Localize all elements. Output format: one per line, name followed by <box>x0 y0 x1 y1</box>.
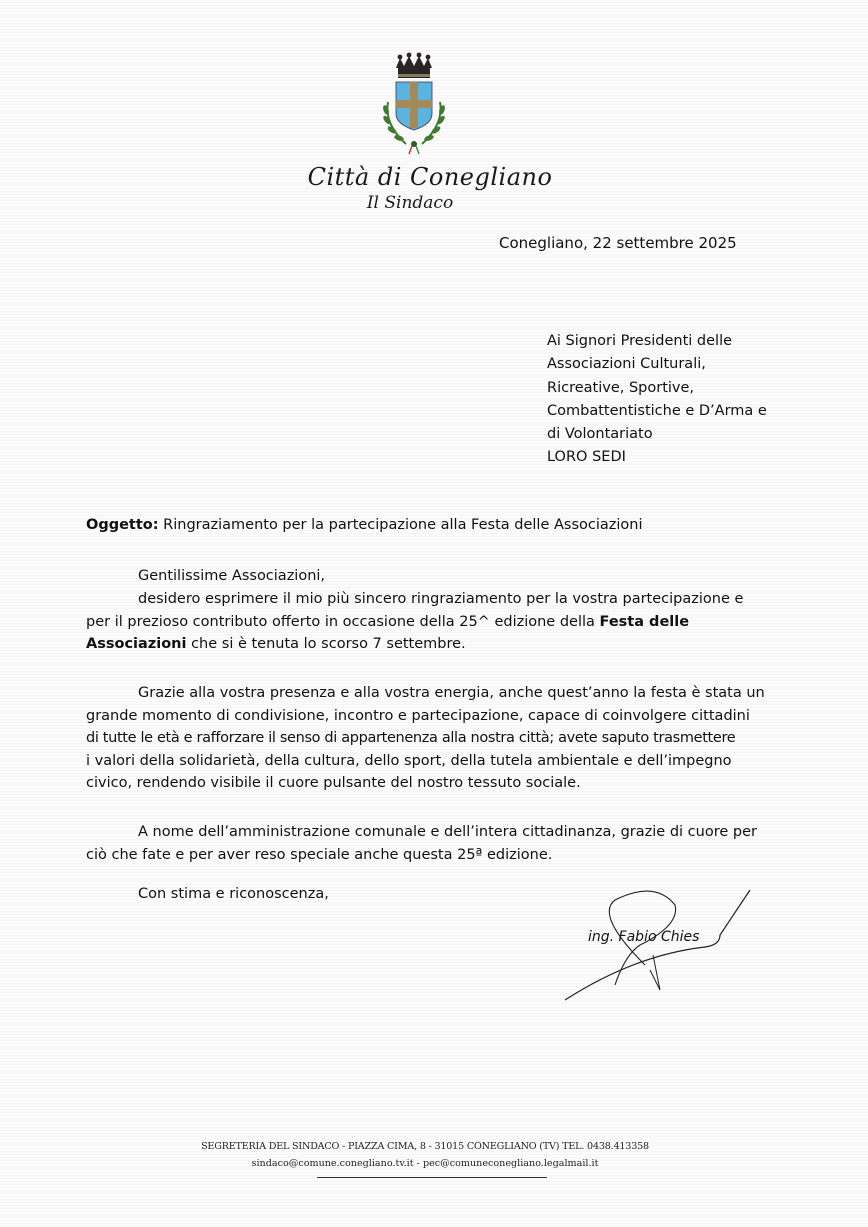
letterhead-city-name: Città di Conegliano <box>307 163 553 191</box>
bold-text: Festa delle <box>599 613 690 630</box>
recipient-block <box>547 330 767 470</box>
paragraph-line: civico, rendendo visibile il cuore pulsante del nostro tessuto sociale. <box>86 775 581 791</box>
footer-address: SEGRETERIA DEL SINDACO - PIAZZA CIMA, 8 - 31015 CONEGLIANO (TV) TEL. 0438.413358 <box>201 1141 649 1152</box>
text-run: che si è tenuta lo scorso 7 settembre. <box>186 636 466 652</box>
bold-text: Associazioni <box>86 636 187 652</box>
paragraph-line <box>86 611 786 656</box>
paragraph-line: i valori della solidarietà, della cultura, dello sport, della tutela ambientale e dell’impegno <box>86 752 732 769</box>
paragraph-line: A nome dell’amministrazione comunale e dell’intera cittadinanza, grazie di cuore per <box>138 824 757 840</box>
subject-text: Ringraziamento per la partecipazione alla Festa delle Associazioni <box>158 517 643 533</box>
handwritten-signature <box>555 885 755 1005</box>
text-run: per il prezioso contributo offerto in occasione della 25^ edizione della <box>86 613 600 630</box>
paragraph-line: grande momento di condivisione, incontro e partecipazione, capace di coinvolgere cittadini <box>86 707 750 724</box>
subject-line <box>86 517 643 533</box>
subject-label: Oggetto: <box>86 517 159 533</box>
signer-name: ing. Fabio Chies <box>588 929 700 945</box>
letter-date: Conegliano, 22 settembre 2025 <box>499 234 737 252</box>
recipient-line: Combattentistiche e D’Arma e <box>547 402 767 419</box>
paragraph-3 <box>86 821 786 866</box>
footer-divider <box>317 1177 547 1178</box>
closing: Con stima e riconoscenza, <box>138 886 329 902</box>
paragraph-line: di tutte le età e rafforzare il senso di appartenenza alla nostra città; avete saputo trasmettere <box>86 730 736 746</box>
recipient-line: Ai Signori Presidenti delle <box>547 333 733 349</box>
paragraph-1 <box>86 588 786 656</box>
coat-of-arms-icon <box>378 52 450 162</box>
recipient-line: Associazioni Culturali, <box>547 356 706 373</box>
paragraph-2 <box>86 682 786 795</box>
shield-icon <box>396 82 432 130</box>
paragraph-line: desidero esprimere il mio più sincero ringraziamento per la vostra partecipazione e <box>138 591 744 607</box>
recipient-line: di Volontariato <box>547 426 653 443</box>
greeting: Gentilissime Associazioni, <box>138 568 326 584</box>
footer-emails: sindaco@comune.conegliano.tv.it - pec@comuneconegliano.legalmail.it <box>251 1158 599 1169</box>
crown-icon <box>396 53 432 78</box>
recipient-line: LORO SEDI <box>547 449 626 466</box>
recipient-line: Ricreative, Sportive, <box>547 379 695 396</box>
paragraph-line: ciò che fate e per aver reso speciale anche questa 25ª edizione. <box>86 846 553 863</box>
letterhead-office: Il Sindaco <box>366 193 454 213</box>
paragraph-line: Grazie alla vostra presenza e alla vostra energia, anche quest’anno la festa è stata un <box>138 685 765 701</box>
